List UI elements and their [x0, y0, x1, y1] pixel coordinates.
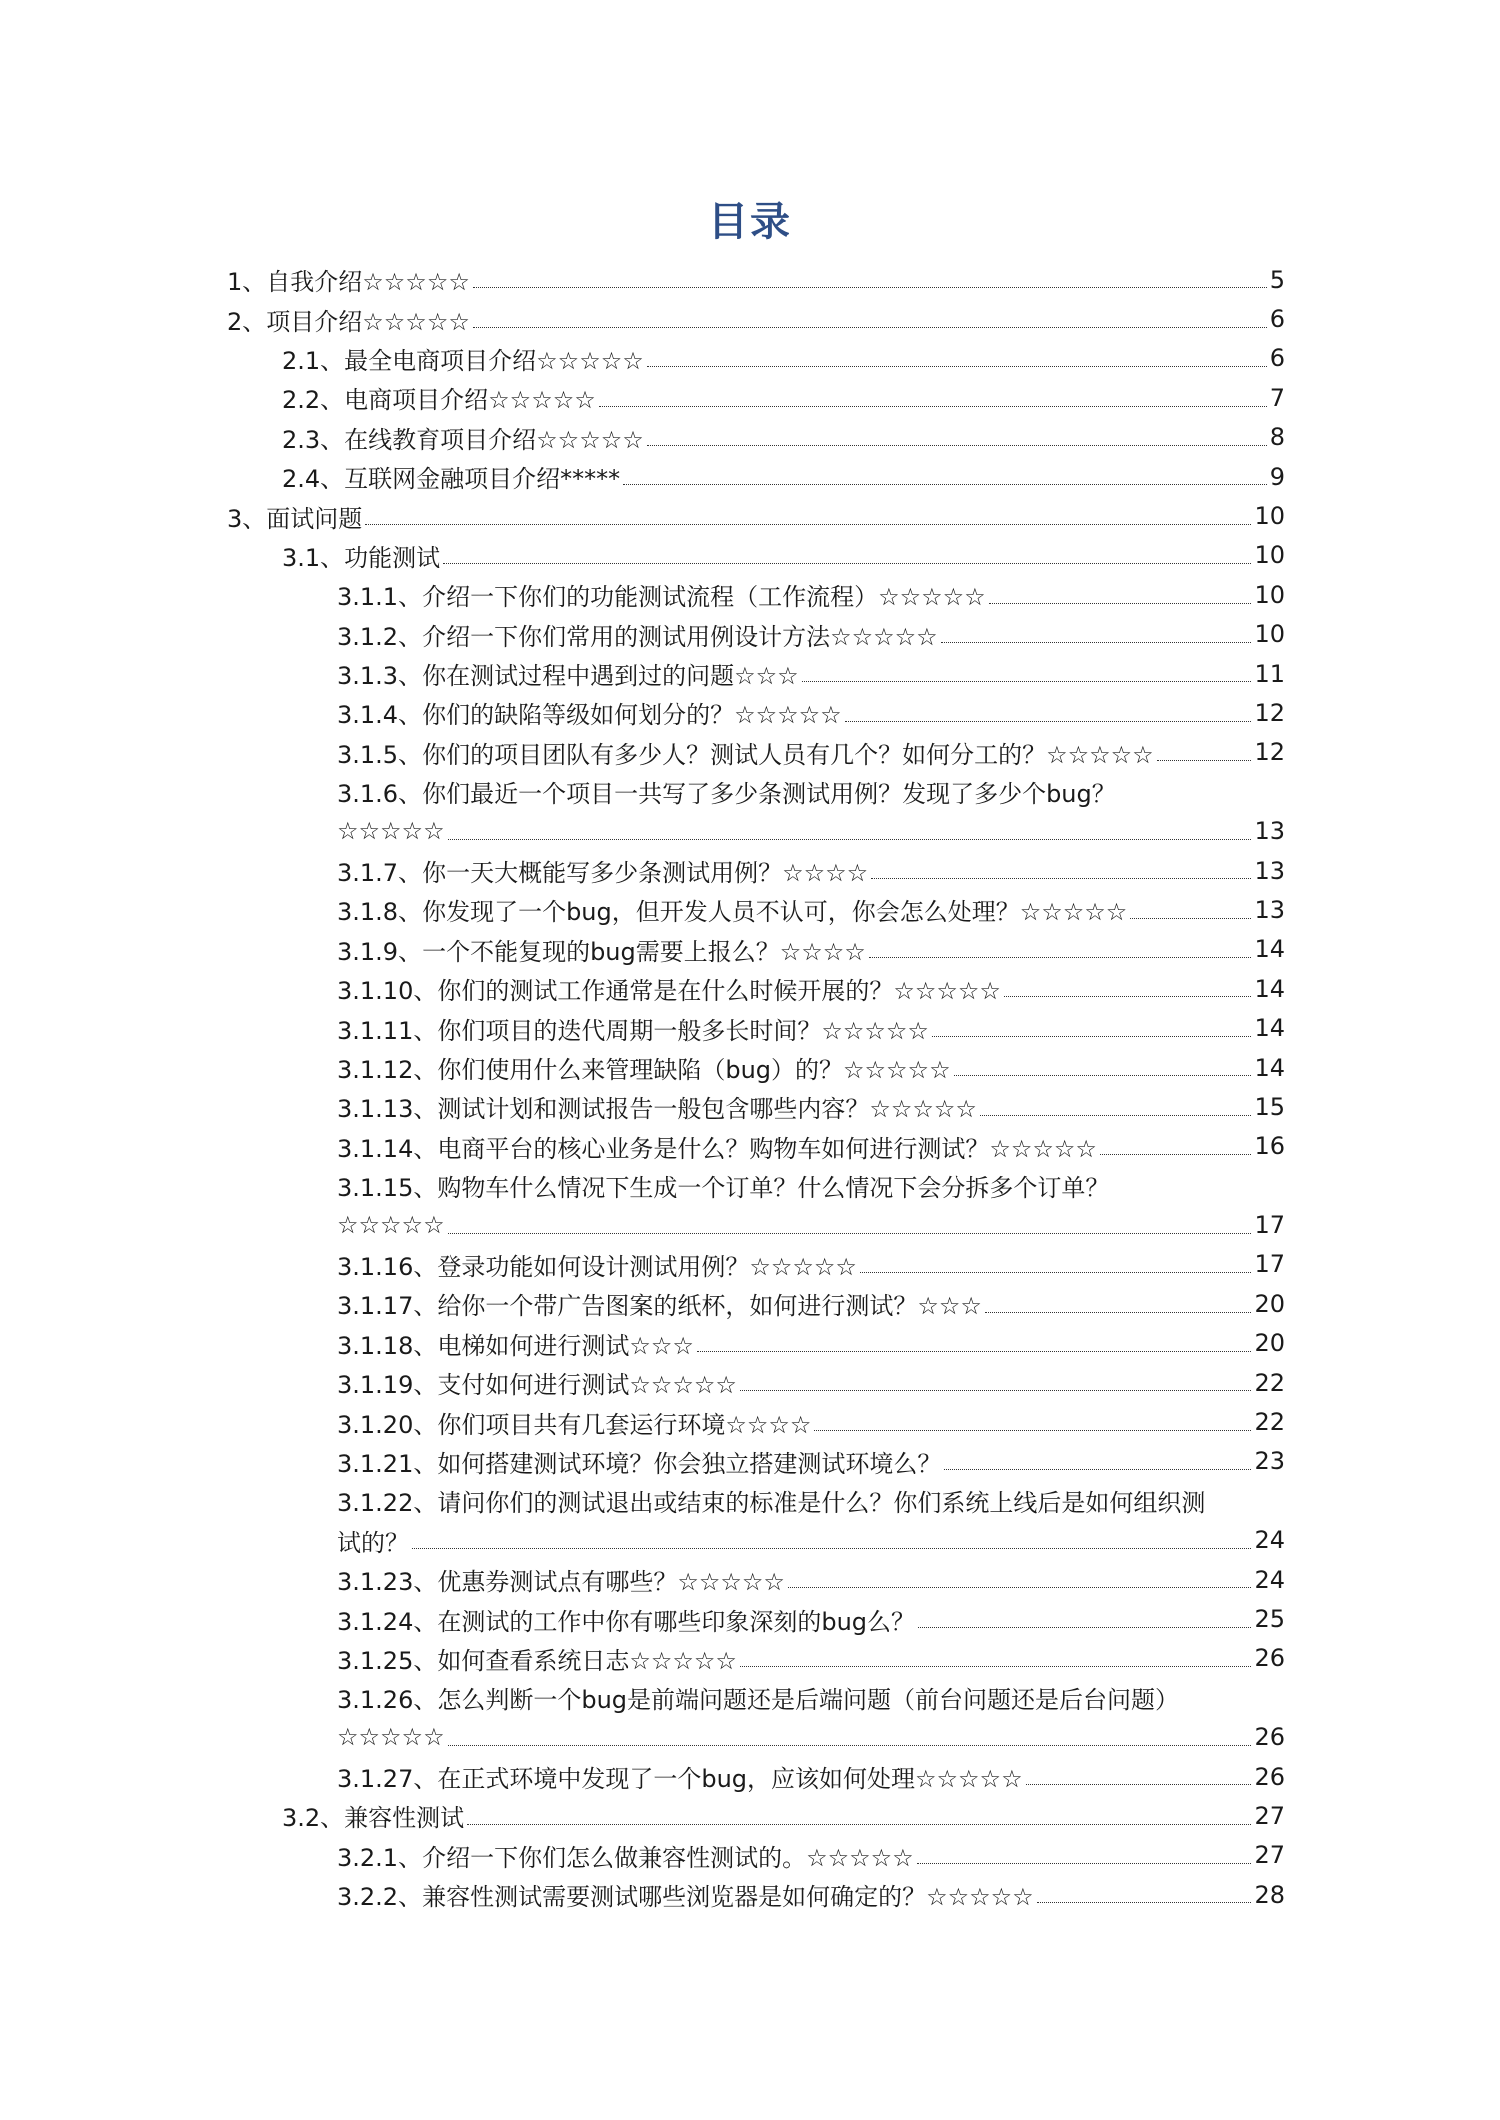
toc-dot-leader	[802, 681, 1252, 682]
toc-entry-line	[282, 457, 1285, 496]
toc-page-number: 24	[1254, 1565, 1285, 1594]
toc-entry-line	[337, 1363, 1285, 1402]
toc-entry-first-line	[337, 1678, 1285, 1717]
toc-entry-second-line	[337, 1205, 1285, 1244]
toc-entry-line	[337, 1008, 1285, 1047]
toc-entry-label: 3.1.25、如何查看系统日志☆☆☆☆☆	[337, 1646, 737, 1675]
toc-entry[interactable]	[0, 1087, 1500, 1126]
toc-page-number: 10	[1254, 541, 1285, 570]
toc-entry-line	[337, 1442, 1285, 1481]
toc-entry-first-line	[337, 1481, 1285, 1520]
toc-entry[interactable]	[0, 772, 1500, 851]
toc-entry[interactable]	[0, 575, 1500, 614]
toc-dot-leader	[448, 1745, 1252, 1746]
toc-entry-line	[337, 1127, 1285, 1166]
toc-entry-label: 3.2.2、兼容性测试需要测试哪些浏览器是如何确定的？☆☆☆☆☆	[337, 1883, 1034, 1912]
toc-entry-first-line	[337, 772, 1285, 811]
toc-dot-leader	[932, 1036, 1252, 1037]
toc-entry[interactable]	[0, 1363, 1500, 1402]
toc-page-number: 16	[1254, 1132, 1285, 1161]
toc-entry-label: 3.2.1、介绍一下你们怎么做兼容性测试的。☆☆☆☆☆	[337, 1843, 914, 1872]
toc-entry[interactable]	[0, 1166, 1500, 1245]
toc-entry[interactable]	[0, 1442, 1500, 1481]
toc-entry-label: 3.1.6、你们最近一个项目一共写了多少条测试用例？发现了多少个bug？	[337, 780, 1116, 809]
toc-page-number: 24	[1254, 1526, 1285, 1555]
toc-entry[interactable]	[0, 1245, 1500, 1284]
toc-dot-leader	[448, 1233, 1252, 1234]
toc-entry[interactable]	[0, 733, 1500, 772]
toc-dot-leader	[467, 1824, 1251, 1825]
toc-entry-label: 3.1.21、如何搭建测试环境？你会独立搭建测试环境么？	[337, 1449, 942, 1478]
toc-dot-leader	[647, 366, 1267, 367]
toc-dot-leader	[740, 1390, 1252, 1391]
toc-page-number: 25	[1254, 1605, 1285, 1634]
toc-entry-label: 3.1.2、介绍一下你们常用的测试用例设计方法☆☆☆☆☆	[337, 622, 938, 651]
toc-page-number: 5	[1269, 265, 1285, 294]
toc-dot-leader	[1100, 1154, 1252, 1155]
toc-dot-leader	[1157, 760, 1252, 761]
toc-entry-line	[337, 1284, 1285, 1323]
toc-entry[interactable]	[0, 851, 1500, 890]
toc-entry-label: 3.1.17、给你一个带广告图案的纸杯，如何进行测试？☆☆☆	[337, 1292, 982, 1321]
toc-entry-line	[337, 930, 1285, 969]
toc-entry[interactable]	[0, 496, 1500, 535]
toc-entry[interactable]	[0, 1284, 1500, 1323]
toc-entry-label: 2.4、互联网金融项目介绍*****	[282, 465, 621, 494]
toc-page-number: 6	[1269, 344, 1285, 373]
toc-dot-leader	[623, 484, 1267, 485]
toc-dot-leader	[941, 642, 1252, 643]
toc-page-number: 20	[1254, 1329, 1285, 1358]
toc-entry-label-continued: ☆☆☆☆☆	[337, 1211, 445, 1240]
toc-entry-label: 3.1.10、你们的测试工作通常是在什么时候开展的？☆☆☆☆☆	[337, 977, 1001, 1006]
toc-page-number: 7	[1269, 383, 1285, 412]
toc-dot-leader	[871, 878, 1251, 879]
toc-entry-label: 3.1.19、支付如何进行测试☆☆☆☆☆	[337, 1371, 737, 1400]
toc-page-number: 13	[1254, 895, 1285, 924]
toc-entry-label: 3.1.14、电商平台的核心业务是什么？购物车如何进行测试？☆☆☆☆☆	[337, 1134, 1097, 1163]
toc-dot-leader	[1026, 1784, 1252, 1785]
toc-dot-leader	[443, 563, 1251, 564]
toc-entry-label: 3.1.20、你们项目共有几套运行环境☆☆☆☆	[337, 1410, 812, 1439]
toc-page-number: 17	[1254, 1211, 1285, 1240]
toc-entry[interactable]	[0, 615, 1500, 654]
toc-page-number: 13	[1254, 856, 1285, 885]
toc-entry-line	[337, 733, 1285, 772]
toc-dot-leader	[647, 445, 1267, 446]
toc-entry-label: 3.1.24、在测试的工作中你有哪些印象深刻的bug么？	[337, 1607, 916, 1636]
toc-entry[interactable]	[0, 1560, 1500, 1599]
toc-page-number: 11	[1254, 659, 1285, 688]
toc-page-number: 14	[1254, 1053, 1285, 1082]
toc-entry[interactable]	[0, 1678, 1500, 1757]
toc-entry[interactable]	[0, 930, 1500, 969]
toc-dot-leader	[869, 957, 1252, 958]
toc-page-number: 27	[1254, 1801, 1285, 1830]
toc-entry-line	[337, 575, 1285, 614]
toc-entry[interactable]	[0, 418, 1500, 457]
toc-entry-line	[337, 1560, 1285, 1599]
toc-entry-first-line	[337, 1166, 1285, 1205]
toc-list	[0, 260, 1500, 1914]
toc-entry-label-continued: 试的？	[337, 1528, 409, 1557]
toc-entry-line	[337, 693, 1285, 732]
toc-dot-leader	[814, 1430, 1251, 1431]
toc-entry-label: 2.1、最全电商项目介绍☆☆☆☆☆	[282, 346, 644, 375]
toc-entry-label: 3.1.23、优惠券测试点有哪些？☆☆☆☆☆	[337, 1568, 785, 1597]
toc-page-number: 26	[1254, 1762, 1285, 1791]
toc-entry-label: 1、自我介绍☆☆☆☆☆	[227, 268, 470, 297]
toc-entry-label-continued: ☆☆☆☆☆	[337, 1723, 445, 1752]
toc-page-number: 9	[1269, 462, 1285, 491]
toc-entry[interactable]	[0, 378, 1500, 417]
toc-entry-second-line	[337, 1521, 1285, 1560]
toc-page-number: 8	[1269, 423, 1285, 452]
toc-entry-label: 3、面试问题	[227, 504, 363, 533]
toc-entry-line	[227, 299, 1285, 338]
toc-page-number: 10	[1254, 620, 1285, 649]
toc-entry-line	[337, 1087, 1285, 1126]
toc-entry[interactable]	[0, 1402, 1500, 1441]
toc-entry[interactable]	[0, 1796, 1500, 1835]
toc-entry-label: 3.1.5、你们的项目团队有多少人？测试人员有几个？如何分工的？☆☆☆☆☆	[337, 740, 1154, 769]
toc-page-number: 6	[1269, 305, 1285, 334]
toc-entry-label: 3.1.13、测试计划和测试报告一般包含哪些内容？☆☆☆☆☆	[337, 1095, 977, 1124]
toc-entry[interactable]	[0, 260, 1500, 299]
toc-entry-line	[337, 1836, 1285, 1875]
toc-entry-label: 3.1.15、购物车什么情况下生成一个订单？什么情况下会分拆多个订单？	[337, 1174, 1110, 1203]
toc-page-number: 26	[1254, 1644, 1285, 1673]
toc-entry-label-continued: ☆☆☆☆☆	[337, 817, 445, 846]
toc-entry-line	[337, 1245, 1285, 1284]
toc-dot-leader	[697, 1351, 1252, 1352]
toc-page-number: 22	[1254, 1408, 1285, 1437]
toc-dot-leader	[954, 1075, 1252, 1076]
toc-dot-leader	[845, 721, 1252, 722]
toc-entry-label: 2、项目介绍☆☆☆☆☆	[227, 307, 470, 336]
toc-dot-leader	[917, 1863, 1252, 1864]
toc-entry-label: 2.2、电商项目介绍☆☆☆☆☆	[282, 386, 596, 415]
toc-entry-second-line	[337, 1718, 1285, 1757]
toc-dot-leader	[473, 287, 1267, 288]
toc-entry-label: 3.2、兼容性测试	[282, 1804, 465, 1833]
toc-entry-label: 3.1.11、你们项目的迭代周期一般多长时间？☆☆☆☆☆	[337, 1016, 929, 1045]
toc-entry[interactable]	[0, 654, 1500, 693]
toc-dot-leader	[788, 1587, 1252, 1588]
toc-entry[interactable]	[0, 1481, 1500, 1560]
toc-dot-leader	[448, 839, 1252, 840]
page-title: 目录	[708, 199, 792, 245]
toc-dot-leader	[1130, 918, 1251, 919]
toc-page-number: 23	[1254, 1447, 1285, 1476]
toc-entry-line	[337, 851, 1285, 890]
toc-dot-leader	[1037, 1902, 1252, 1903]
toc-entry[interactable]	[0, 299, 1500, 338]
toc-entry-line	[282, 536, 1285, 575]
toc-page-number: 15	[1254, 1092, 1285, 1121]
toc-entry[interactable]	[0, 969, 1500, 1008]
toc-entry[interactable]	[0, 1836, 1500, 1875]
toc-page-number: 17	[1254, 1250, 1285, 1279]
toc-dot-leader	[918, 1627, 1251, 1628]
toc-dot-leader	[1004, 996, 1252, 997]
toc-entry[interactable]	[0, 1639, 1500, 1678]
toc-dot-leader	[980, 1115, 1252, 1116]
toc-entry-label: 2.3、在线教育项目介绍☆☆☆☆☆	[282, 425, 644, 454]
toc-page-number: 27	[1254, 1841, 1285, 1870]
toc-entry[interactable]	[0, 339, 1500, 378]
toc-entry-label: 3.1.4、你们的缺陷等级如何划分的？☆☆☆☆☆	[337, 701, 842, 730]
toc-dot-leader	[989, 603, 1252, 604]
toc-entry-line	[337, 1324, 1285, 1363]
toc-page-number: 13	[1254, 817, 1285, 846]
toc-dot-leader	[985, 1312, 1252, 1313]
toc-page-number: 10	[1254, 502, 1285, 531]
toc-entry-label: 3.1.27、在正式环境中发现了一个bug，应该如何处理☆☆☆☆☆	[337, 1765, 1023, 1794]
toc-entry-line	[282, 339, 1285, 378]
toc-page-number: 14	[1254, 974, 1285, 1003]
toc-entry-line	[282, 378, 1285, 417]
toc-entry-line	[337, 615, 1285, 654]
toc-dot-leader	[860, 1272, 1252, 1273]
toc-page-number: 12	[1254, 738, 1285, 767]
toc-entry-line	[337, 1599, 1285, 1638]
toc-entry[interactable]	[0, 1599, 1500, 1638]
toc-entry-second-line	[337, 811, 1285, 850]
toc-dot-leader	[944, 1469, 1251, 1470]
toc-entry-line	[227, 496, 1285, 535]
toc-entry-label: 3.1.8、你发现了一个bug，但开发人员不认可，你会怎么处理？☆☆☆☆☆	[337, 898, 1128, 927]
toc-entry-label: 3.1.1、介绍一下你们的功能测试流程（工作流程）☆☆☆☆☆	[337, 583, 986, 612]
toc-dot-leader	[473, 327, 1267, 328]
toc-entry[interactable]	[0, 1875, 1500, 1914]
toc-entry[interactable]	[0, 1757, 1500, 1796]
toc-page-number: 22	[1254, 1368, 1285, 1397]
toc-dot-leader	[740, 1666, 1252, 1667]
toc-entry[interactable]	[0, 1127, 1500, 1166]
toc-page-number: 14	[1254, 935, 1285, 964]
toc-dot-leader	[599, 406, 1267, 407]
toc-entry-line	[337, 1875, 1285, 1914]
toc-entry-line	[337, 1402, 1285, 1441]
toc-entry[interactable]	[0, 1324, 1500, 1363]
toc-entry-line	[337, 1639, 1285, 1678]
toc-entry[interactable]	[0, 1008, 1500, 1047]
toc-entry-line	[337, 969, 1285, 1008]
toc-dot-leader	[365, 524, 1251, 525]
toc-entry-line	[337, 890, 1285, 929]
toc-page-number: 26	[1254, 1723, 1285, 1752]
toc-entry-label: 3.1.26、怎么判断一个bug是前端问题还是后端问题（前台问题还是后台问题）	[337, 1686, 1180, 1715]
toc-entry-label: 3.1.12、你们使用什么来管理缺陷（bug）的？☆☆☆☆☆	[337, 1056, 951, 1085]
toc-entry-label: 3.1.9、一个不能复现的bug需要上报么？☆☆☆☆	[337, 937, 866, 966]
toc-page-number: 20	[1254, 1289, 1285, 1318]
toc-entry[interactable]	[0, 1048, 1500, 1087]
toc-entry-label: 3.1、功能测试	[282, 543, 441, 572]
toc-page-number: 14	[1254, 1014, 1285, 1043]
toc-entry-label: 3.1.16、登录功能如何设计测试用例？☆☆☆☆☆	[337, 1252, 857, 1281]
toc-entry[interactable]	[0, 693, 1500, 732]
toc-page-number: 28	[1254, 1880, 1285, 1909]
toc-entry-label: 3.1.7、你一天大概能写多少条测试用例？☆☆☆☆	[337, 859, 869, 888]
toc-entry-line	[337, 1757, 1285, 1796]
toc-entry-line	[282, 418, 1285, 457]
toc-entry[interactable]	[0, 457, 1500, 496]
toc-entry-line	[337, 654, 1285, 693]
toc-entry-line	[282, 1796, 1285, 1835]
toc-entry-label: 3.1.3、你在测试过程中遇到过的问题☆☆☆	[337, 662, 799, 691]
toc-entry-line	[337, 1048, 1285, 1087]
toc-entry-label: 3.1.18、电梯如何进行测试☆☆☆	[337, 1331, 694, 1360]
toc-entry[interactable]	[0, 536, 1500, 575]
toc-dot-leader	[412, 1548, 1251, 1549]
toc-entry-line	[227, 260, 1285, 299]
toc-page-number: 10	[1254, 580, 1285, 609]
toc-entry[interactable]	[0, 890, 1500, 929]
toc-entry-label: 3.1.22、请问你们的测试退出或结束的标准是什么？你们系统上线后是如何组织测	[337, 1489, 1206, 1518]
toc-page-number: 12	[1254, 698, 1285, 727]
